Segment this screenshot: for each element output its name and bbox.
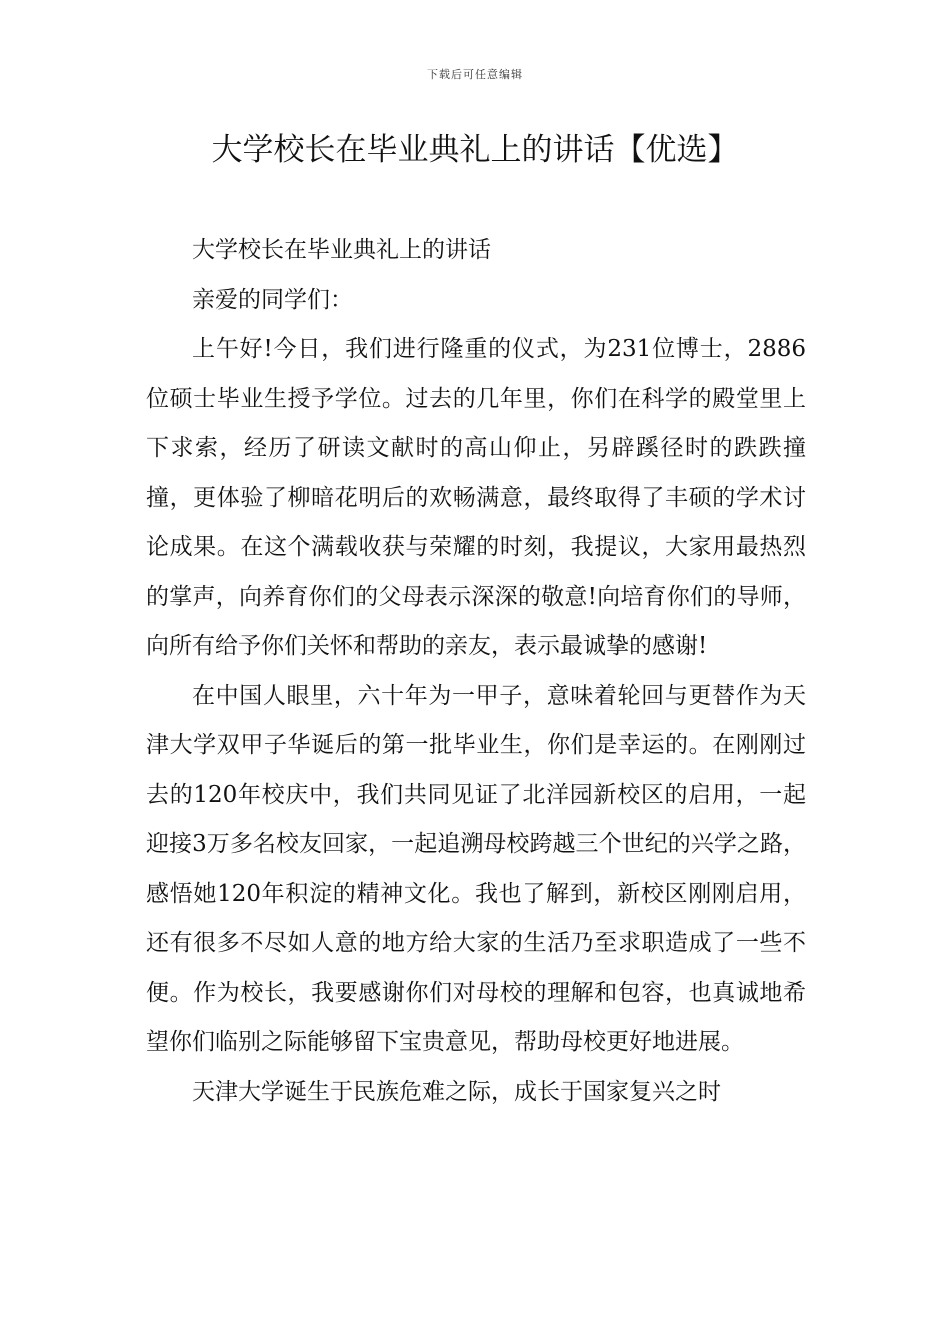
document-body — [146, 226, 806, 1117]
paragraph-opening: 上午好!今日，我们进行隆重的仪式，为231位博士，2886位硕士毕业生授予学位。过去的几年里，你们在科学的殿堂里上下求索，经历了研读文献时的高山仰止，另辟蹊径时的跌跌撞撞，更体验了柳暗花明后的欢畅满意，最终取得了丰硕的学术讨论成果。在这个满载收获与荣耀的时刻，我提议，大家用最热烈的掌声，向养育你们的父母表示深深的敬意!向培育你们的导师，向所有给予你们关怀和帮助的亲友，表示最诚挚的感谢! — [146, 336, 806, 659]
paragraph-history: 天津大学诞生于民族危难之际，成长于国家复兴之时 — [192, 1078, 721, 1105]
paragraph-anniversary: 在中国人眼里，六十年为一甲子，意味着轮回与更替作为天津大学双甲子华诞后的第一批毕业生，你们是幸运的。在刚刚过去的120年校庆中，我们共同见证了北洋园新校区的启用，一起迎接3万多名校友回家，一起追溯母校跨越三个世纪的兴学之路，感悟她120年积淀的精神文化。我也了解到，新校区刚刚启用，还有很多不尽如人意的地方给大家的生活乃至求职造成了一些不便。作为校长，我要感谢你们对母校的理解和包容，也真诚地希望你们临别之际能够留下宝贵意见，帮助母校更好地进展。 — [146, 682, 806, 1055]
paragraph-salutation: 亲爱的同学们： — [192, 286, 353, 313]
paragraph-subtitle: 大学校长在毕业典礼上的讲话 — [192, 237, 491, 263]
header-note: 下载后可任意编辑 — [427, 68, 523, 81]
document-title: 大学校长在毕业典礼上的讲话【优选】 — [211, 132, 739, 168]
